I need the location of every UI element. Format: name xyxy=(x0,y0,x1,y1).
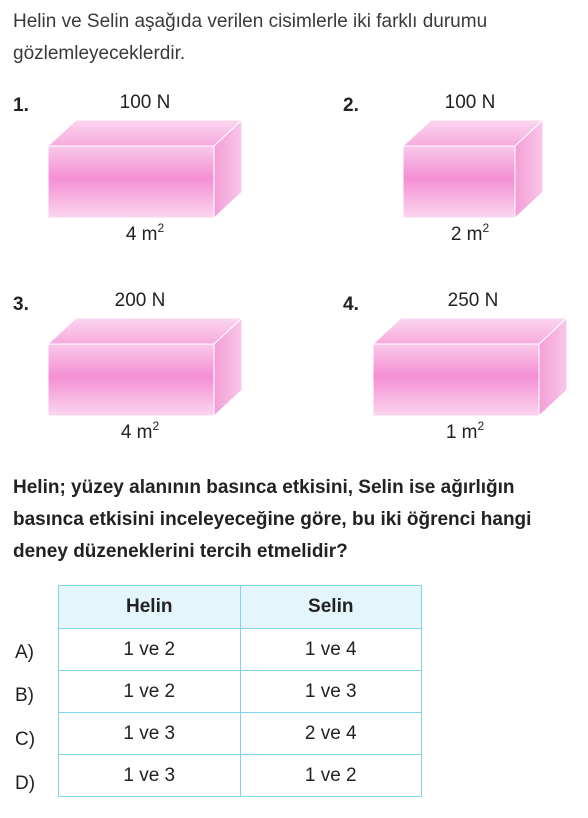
setup-1-box xyxy=(46,118,246,220)
question-text: Helin; yüzey alanının basınca etkisini, Selin ise ağırlığın basınca etkisini inceleyeceğine göre, bu iki öğrenci hangi deney düzeneklerini tercih etmelidir? xyxy=(13,477,532,562)
header-helin: Helin xyxy=(59,586,241,629)
answer-table xyxy=(58,585,422,797)
setup-4-number: 4. xyxy=(343,294,359,315)
option-a-label[interactable]: A) xyxy=(15,642,34,663)
setup-1-number: 1. xyxy=(13,95,29,116)
cell-helin: 1 ve 2 xyxy=(59,629,241,671)
table-row[interactable] xyxy=(59,755,422,797)
option-c-label[interactable]: C) xyxy=(15,729,36,750)
setup-2-force: 100 N xyxy=(444,92,496,113)
setup-3-area: 4 $m^2$ xyxy=(120,419,160,443)
option-b-label[interactable]: B) xyxy=(15,685,34,706)
cell-selin: 1 ve 3 xyxy=(240,671,422,713)
cell-selin: 1 ve 4 xyxy=(240,629,422,671)
cell-helin: 1 ve 3 xyxy=(59,755,241,797)
header-selin: Selin xyxy=(240,586,422,629)
setup-4-box xyxy=(371,316,571,418)
setup-4-area: 1 $m^2$ xyxy=(445,419,485,443)
cell-helin: 1 ve 2 xyxy=(59,671,241,713)
setup-2-number: 2. xyxy=(343,95,359,116)
cell-selin: 2 ve 4 xyxy=(240,713,422,755)
table-row[interactable] xyxy=(59,629,422,671)
table-row[interactable] xyxy=(59,713,422,755)
table-header-row xyxy=(59,586,422,629)
cell-helin: 1 ve 3 xyxy=(59,713,241,755)
table-row[interactable] xyxy=(59,671,422,713)
setup-2-box xyxy=(401,118,547,220)
setup-3-box xyxy=(46,316,246,418)
intro-text: Helin ve Selin aşağıda verilen cisimlerle iki farklı durumu gözlemleyeceklerdir. xyxy=(13,11,488,64)
option-d-label[interactable]: D) xyxy=(15,773,36,794)
setup-1-force: 100 N xyxy=(119,92,171,113)
setup-2-area: 2 $m^2$ xyxy=(450,221,490,245)
setup-3-force: 200 N xyxy=(114,290,166,311)
setup-3-number: 3. xyxy=(13,294,29,315)
setup-4-force: 250 N xyxy=(447,290,499,311)
cell-selin: 1 ve 2 xyxy=(240,755,422,797)
setup-1-area: 4 $m^2$ xyxy=(125,221,165,245)
